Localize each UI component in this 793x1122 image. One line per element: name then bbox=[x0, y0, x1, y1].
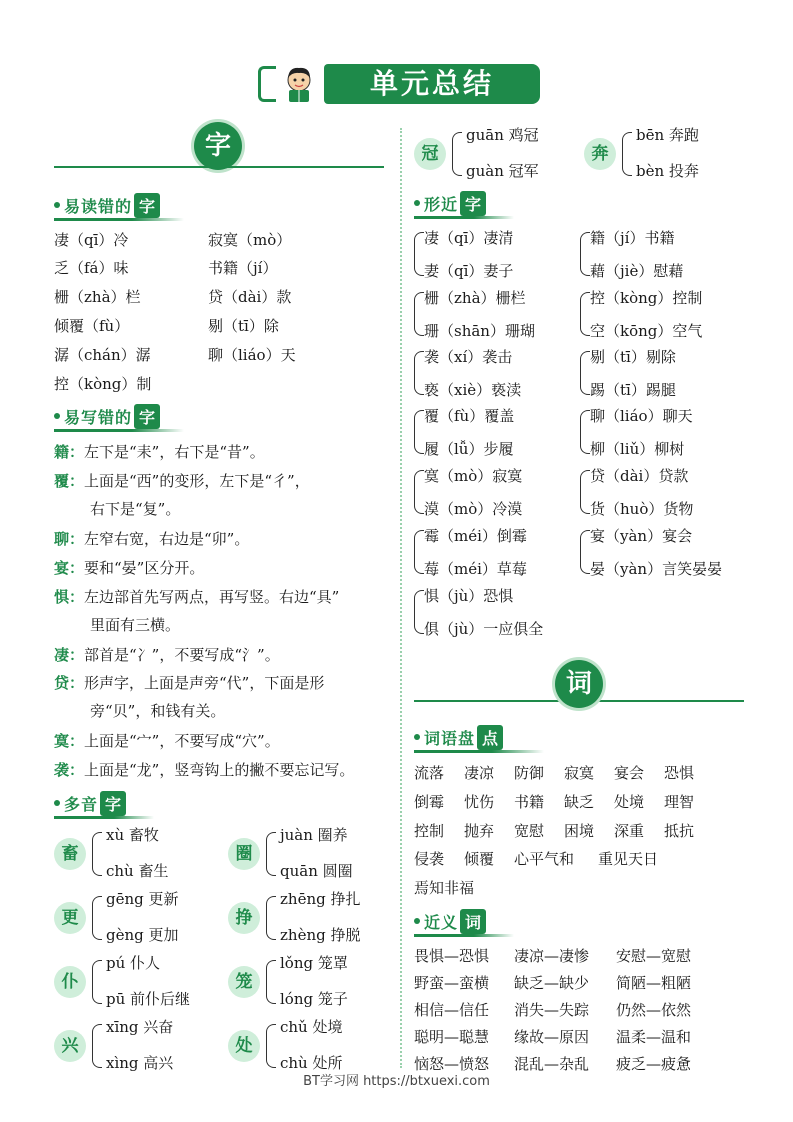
bullet-dot bbox=[414, 918, 420, 924]
xingjin-word: 籍（jí）书籍 bbox=[590, 229, 675, 247]
xingjin-word: 剔（tī）剔除 bbox=[590, 348, 676, 366]
jinyi-pair: 疲乏—疲惫 bbox=[616, 1055, 692, 1073]
poly-reading: guàn 冠军 bbox=[466, 162, 539, 180]
xingjin-word: 亵（xiè）亵渎 bbox=[424, 381, 522, 399]
duoyin-chip: 字 bbox=[100, 791, 126, 816]
xingjin-word: 聊（liáo）聊天 bbox=[590, 407, 693, 425]
bullet-dot bbox=[414, 734, 420, 740]
jinyi-pair: 聪明—聪慧 bbox=[414, 1028, 490, 1046]
yixie-chip: 字 bbox=[134, 404, 160, 429]
jinyi-pair: 野蛮—蛮横 bbox=[414, 974, 490, 992]
yixie-item: 惧：左边部首先写两点，再写竖。右边“具” bbox=[54, 588, 340, 606]
brace-icon bbox=[414, 590, 424, 634]
xingjin-word: 柳（liǔ）柳树 bbox=[590, 440, 685, 458]
brace-icon bbox=[266, 1024, 276, 1068]
poly-reading: zhèng 挣脱 bbox=[280, 926, 361, 944]
xingjin-word: 栅（zhà）栅栏 bbox=[424, 289, 526, 307]
brace-icon bbox=[414, 292, 424, 336]
bullet-dot bbox=[54, 202, 60, 208]
poly-reading: xìng 高兴 bbox=[106, 1054, 174, 1072]
bullet-dot bbox=[54, 413, 60, 419]
yixie-header bbox=[54, 403, 160, 429]
poly-char-badge: 挣 bbox=[228, 902, 260, 934]
yidu-item: 乏（fá）味 bbox=[54, 259, 129, 277]
brace-icon bbox=[580, 232, 590, 276]
xingjin-word: 莓（méi）草莓 bbox=[424, 560, 527, 578]
yixie-item-cont: 右下是“复”。 bbox=[90, 500, 181, 518]
jinyi-pair: 缘故—原因 bbox=[514, 1028, 590, 1046]
xingjin-title: 形近 bbox=[424, 194, 459, 214]
banner-left-bracket bbox=[258, 66, 276, 102]
poly-char-badge: 处 bbox=[228, 1030, 260, 1062]
yidu-item: 倾覆（fù） bbox=[54, 317, 130, 335]
xingjin-word: 贷（dài）贷款 bbox=[590, 467, 689, 485]
xingjin-header bbox=[414, 190, 486, 216]
cipan-word: 宴会 bbox=[614, 764, 645, 782]
poly-reading: guān 鸡冠 bbox=[466, 126, 539, 144]
cipan-word: 忧伤 bbox=[464, 793, 495, 811]
yixie-title: 易写错的 bbox=[64, 407, 133, 427]
brace-icon bbox=[92, 832, 102, 876]
cipan-word: 流落 bbox=[414, 764, 445, 782]
jinyi-pair: 温柔—温和 bbox=[616, 1028, 692, 1046]
title-banner bbox=[258, 64, 540, 104]
cipan-word: 控制 bbox=[414, 822, 445, 840]
poly-char-badge: 仆 bbox=[54, 966, 86, 998]
cipan-word: 凄凉 bbox=[464, 764, 495, 782]
yidu-header bbox=[54, 192, 160, 218]
yixie-item-cont: 里面有三横。 bbox=[90, 616, 181, 634]
cipan-word: 缺乏 bbox=[564, 793, 595, 811]
yixie-item: 贷：形声字，上面是声旁“代”，下面是形 bbox=[54, 674, 325, 692]
yidu-item: 潺（chán）潺 bbox=[54, 346, 151, 364]
cipan-word: 理智 bbox=[664, 793, 695, 811]
jinyi-pair: 消失—失踪 bbox=[514, 1001, 590, 1019]
poly-char-badge: 奔 bbox=[584, 138, 616, 170]
cipan-word: 心平气和 bbox=[514, 850, 575, 868]
bullet-dot bbox=[54, 800, 60, 806]
cipan-word: 书籍 bbox=[514, 793, 545, 811]
cipan-word: 侵袭 bbox=[414, 850, 445, 868]
poly-char-badge: 兴 bbox=[54, 1030, 86, 1062]
poly-char-badge: 笼 bbox=[228, 966, 260, 998]
brace-icon bbox=[92, 960, 102, 1004]
yidu-item: 栅（zhà）栏 bbox=[54, 288, 141, 306]
poly-reading: juàn 圈养 bbox=[280, 826, 348, 844]
poly-char-badge: 更 bbox=[54, 902, 86, 934]
brace-icon bbox=[414, 232, 424, 276]
xingjin-chip: 字 bbox=[460, 191, 486, 216]
duoyin-title: 多音 bbox=[64, 794, 99, 814]
poly-reading: pū 前仆后继 bbox=[106, 990, 191, 1008]
brace-icon bbox=[580, 351, 590, 395]
yixie-item: 凄：部首是“冫”，不要写成“氵”。 bbox=[54, 646, 280, 664]
jinyi-pair: 恼怒—愤怒 bbox=[414, 1055, 490, 1073]
xingjin-word: 履（lǚ）步履 bbox=[424, 440, 514, 458]
section-zi-rule bbox=[54, 166, 384, 168]
cipan-word: 寂寞 bbox=[564, 764, 595, 782]
jinyi-chip: 词 bbox=[460, 909, 486, 934]
yixie-item-cont: 旁“贝”，和钱有关。 bbox=[90, 702, 226, 720]
poly-reading: xù 畜牧 bbox=[106, 826, 159, 844]
brace-icon bbox=[622, 132, 632, 176]
cipan-word: 重见天日 bbox=[598, 850, 659, 868]
yidu-item: 书籍（jí） bbox=[208, 259, 278, 277]
duoyin-header bbox=[54, 790, 126, 816]
cipan-word: 防御 bbox=[514, 764, 545, 782]
poly-reading: gēng 更新 bbox=[106, 890, 179, 908]
jinyi-pair: 仍然—依然 bbox=[616, 1001, 692, 1019]
xingjin-word: 宴（yàn）宴会 bbox=[590, 527, 693, 545]
poly-reading: quān 圆圈 bbox=[280, 862, 353, 880]
xingjin-word: 袭（xí）袭击 bbox=[424, 348, 513, 366]
yixie-item: 籍：左下是“耒”，右下是“昔”。 bbox=[54, 443, 265, 461]
poly-char-badge: 畜 bbox=[54, 838, 86, 870]
brace-icon bbox=[92, 896, 102, 940]
jinyi-pair: 凄凉—凄惨 bbox=[514, 947, 590, 965]
cipan-word: 困境 bbox=[564, 822, 595, 840]
brace-icon bbox=[580, 530, 590, 574]
yixie-item: 覆：上面是“西”的变形，左下是“彳”， bbox=[54, 472, 310, 490]
brace-icon bbox=[414, 351, 424, 395]
xingjin-word: 货（huò）货物 bbox=[590, 500, 694, 518]
cipan-word: 宽慰 bbox=[514, 822, 545, 840]
xingjin-word: 惧（jù）恐惧 bbox=[424, 587, 514, 605]
xingjin-word: 藉（jiè）慰藉 bbox=[590, 262, 684, 280]
footer-watermark: BT学习网 https://btxuexi.com bbox=[303, 1074, 490, 1089]
poly-reading: chù 处所 bbox=[280, 1054, 343, 1072]
yixie-item: 聊：左窄右宽，右边是“卯”。 bbox=[54, 530, 250, 548]
brace-icon bbox=[266, 960, 276, 1004]
brace-icon bbox=[92, 1024, 102, 1068]
poly-reading: bèn 投奔 bbox=[636, 162, 699, 180]
poly-reading: zhēng 挣扎 bbox=[280, 890, 361, 908]
yidu-item: 剔（tī）除 bbox=[208, 317, 279, 335]
brace-icon bbox=[580, 292, 590, 336]
bullet-dot bbox=[414, 200, 420, 206]
xingjin-word: 凄（qī）凄清 bbox=[424, 229, 514, 247]
yidu-item: 聊（liáo）天 bbox=[208, 346, 296, 364]
xingjin-word: 控（kòng）控制 bbox=[590, 289, 703, 307]
cipan-word: 抵抗 bbox=[664, 822, 695, 840]
section-zi-badge: 字 bbox=[194, 122, 242, 170]
brace-icon bbox=[414, 530, 424, 574]
yidu-item: 凄（qī）冷 bbox=[54, 231, 129, 249]
cipan-header bbox=[414, 724, 503, 750]
jinyi-pair: 缺乏—缺少 bbox=[514, 974, 590, 992]
poly-char-badge: 圈 bbox=[228, 838, 260, 870]
jinyi-pair: 混乱—杂乱 bbox=[514, 1055, 590, 1073]
yixie-item: 宴：要和“晏”区分开。 bbox=[54, 559, 205, 577]
xingjin-underline bbox=[414, 216, 514, 219]
poly-reading: pú 仆人 bbox=[106, 954, 161, 972]
section-ci-badge: 词 bbox=[555, 660, 603, 708]
yidu-item: 贷（dài）款 bbox=[208, 288, 292, 306]
yixie-item: 袭：上面是“龙”，竖弯钩上的撇不要忘记写。 bbox=[54, 761, 355, 779]
brace-icon bbox=[580, 410, 590, 454]
cipan-word: 处境 bbox=[614, 793, 645, 811]
cipan-underline bbox=[414, 750, 544, 753]
boy-reading-icon bbox=[280, 64, 318, 104]
jinyi-header bbox=[414, 908, 486, 934]
yidu-chip: 字 bbox=[134, 193, 160, 218]
jinyi-pair: 安慰—宽慰 bbox=[616, 947, 692, 965]
cipan-word: 恐惧 bbox=[664, 764, 695, 782]
poly-reading: xīng 兴奋 bbox=[106, 1018, 174, 1036]
xingjin-word: 覆（fù）覆盖 bbox=[424, 407, 515, 425]
cipan-word: 深重 bbox=[614, 822, 645, 840]
yixie-underline bbox=[54, 429, 184, 432]
jinyi-title: 近义 bbox=[424, 912, 459, 932]
cipan-title: 词语盘 bbox=[424, 728, 476, 748]
xingjin-word: 妻（qī）妻子 bbox=[424, 262, 514, 280]
brace-icon bbox=[452, 132, 462, 176]
yidu-item: 控（kòng）制 bbox=[54, 375, 152, 393]
poly-reading: chù 畜生 bbox=[106, 862, 169, 880]
xingjin-word: 空（kōng）空气 bbox=[590, 322, 703, 340]
poly-char-badge: 冠 bbox=[414, 138, 446, 170]
cipan-word: 倒霉 bbox=[414, 793, 445, 811]
xingjin-word: 俱（jù）一应俱全 bbox=[424, 620, 544, 638]
poly-reading: bēn 奔跑 bbox=[636, 126, 699, 144]
brace-icon bbox=[414, 470, 424, 514]
cipan-word: 焉知非福 bbox=[414, 879, 475, 897]
xingjin-word: 寞（mò）寂寞 bbox=[424, 467, 523, 485]
yidu-underline bbox=[54, 218, 184, 221]
yidu-title: 易读错的 bbox=[64, 196, 133, 216]
cipan-word: 倾覆 bbox=[464, 850, 495, 868]
cipan-word: 抛弃 bbox=[464, 822, 495, 840]
brace-icon bbox=[266, 896, 276, 940]
cipan-chip: 点 bbox=[477, 725, 503, 750]
poly-reading: gèng 更加 bbox=[106, 926, 179, 944]
jinyi-pair: 畏惧—恐惧 bbox=[414, 947, 490, 965]
poly-reading: chǔ 处境 bbox=[280, 1018, 343, 1036]
brace-icon bbox=[266, 832, 276, 876]
page-title: 单元总结 bbox=[324, 64, 540, 104]
xingjin-word: 晏（yàn）言笑晏晏 bbox=[590, 560, 723, 578]
column-divider bbox=[400, 128, 402, 1068]
jinyi-underline bbox=[414, 934, 514, 937]
poly-reading: lóng 笼子 bbox=[280, 990, 348, 1008]
duoyin-underline bbox=[54, 816, 154, 819]
xingjin-word: 踢（tī）踢腿 bbox=[590, 381, 676, 399]
brace-icon bbox=[414, 410, 424, 454]
jinyi-pair: 简陋—粗陋 bbox=[616, 974, 692, 992]
yixie-item: 寞：上面是“宀”，不要写成“穴”。 bbox=[54, 732, 280, 750]
jinyi-pair: 相信—信任 bbox=[414, 1001, 490, 1019]
xingjin-word: 漠（mò）冷漠 bbox=[424, 500, 523, 518]
xingjin-word: 珊（shān）珊瑚 bbox=[424, 322, 535, 340]
xingjin-word: 霉（méi）倒霉 bbox=[424, 527, 527, 545]
brace-icon bbox=[580, 470, 590, 514]
yidu-item: 寂寞（mò） bbox=[208, 231, 292, 249]
poly-reading: lǒng 笼罩 bbox=[280, 954, 348, 972]
